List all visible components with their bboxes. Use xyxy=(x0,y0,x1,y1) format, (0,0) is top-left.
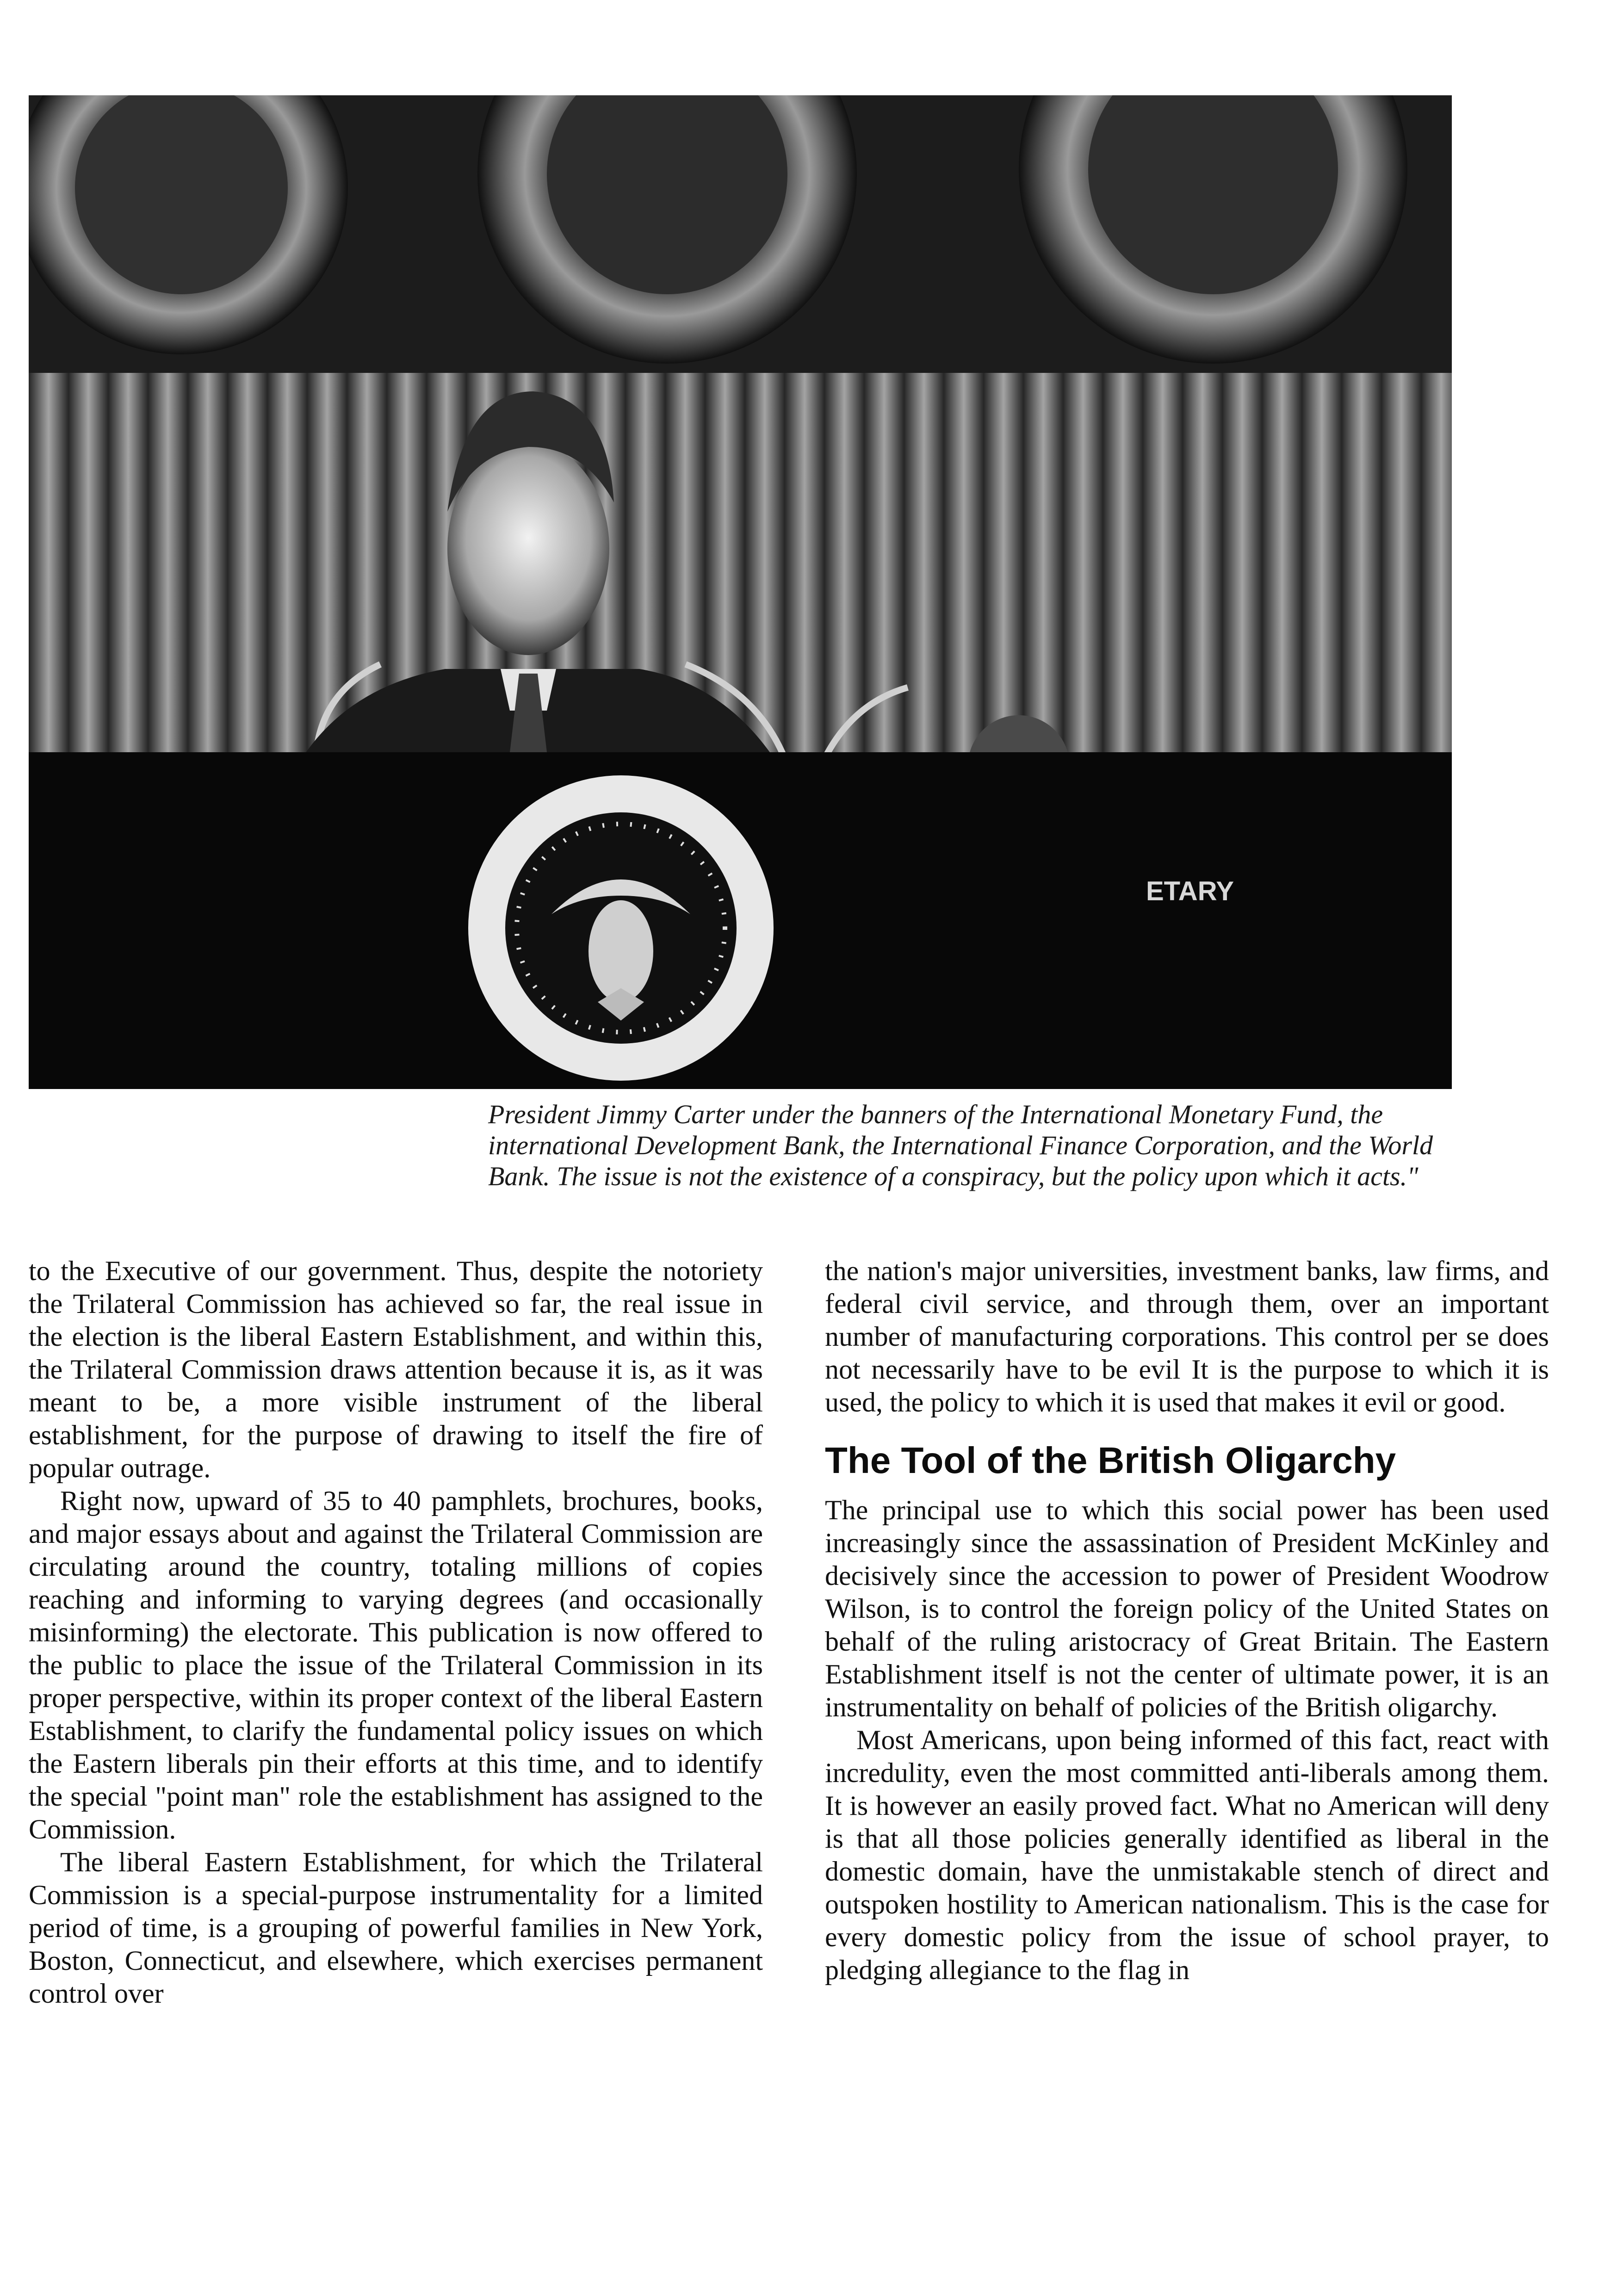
left-paragraph-3: The liberal Eastern Establishment, for which the Trilateral Commission is a special-purpose instrumentality for a limited period of time, is a grouping of powerful families in New York, Boston, Connecticut, and elsewhere, which exercises permanent control over xyxy=(29,1847,763,2009)
right-column xyxy=(825,1255,1549,1987)
carter-photo xyxy=(29,95,1452,1089)
left-column xyxy=(29,1255,763,2010)
presidential-seal xyxy=(468,775,774,1081)
right-paragraph-3: Most Americans, upon being informed of this fact, react with incredulity, even the most committed anti-liberals among them. It is however an easily proved fact. What no American will deny is that all those policies generally identified as liberal in the domestic domain, have the unmistakable stench of direct and outspoken hostility to American nationalism. This is the case for every domestic policy from the issue of school prayer, to pledging allegiance to the flag in xyxy=(825,1725,1549,1985)
podium-sign-text: ETARY xyxy=(1146,876,1234,906)
section-heading: The Tool of the British Oligarchy xyxy=(825,1440,1396,1481)
caption-text: President Jimmy Carter under the banners of the International Monetary Fund, the international Development Bank, the International Finance Corporation, and the World Bank. The issue is not the existence of a conspiracy, but the policy upon which it acts." xyxy=(488,1099,1433,1191)
left-paragraph-2: Right now, upward of 35 to 40 pamphlets, brochures, books, and major essays about and against the Trilateral Commission are circulating around the country, totaling millions of copies reaching and informing to varying degrees (and occasionally misinforming) the electorate. This publication is now offered to the public to place the issue of the Trilateral Commission in its proper perspective, within its proper context of the liberal Eastern Establishment, to clarify the fundamental policy issues on which the Eastern liberals pin their efforts at this time, and to identify the special "point man" role the establishment has assigned to the Commission. xyxy=(29,1485,763,1844)
right-paragraph-1: the nation's major universities, investment banks, law firms, and federal civil service, and through them, over an important number of manufacturing corporations. This control per se does not necessarily have to be evil It is the purpose to which it is used, the policy to which it is used that makes it evil or good. xyxy=(825,1256,1549,1417)
left-paragraph-1: to the Executive of our government. Thus, despite the notoriety the Trilateral Commission has achieved so far, the real issue in the election is the liberal Eastern Establishment, and within this, the Trilateral Commission draws attention because it is, as it was meant to be, a more visible instrument of the liberal establishment, for the purpose of drawing to itself the fire of popular outrage. xyxy=(29,1256,763,1483)
banner-seals xyxy=(29,95,1407,364)
right-paragraph-2: The principal use to which this social power has been used increasingly since the assassination of President McKinley and decisively since the accession to power of President Woodrow Wilson, is to control the foreign policy of the United States on behalf of the ruling aristocracy of Great Britain. The Eastern Establishment itself is not the center of ultimate power, it is an instrumentality on behalf of policies of the British oligarchy. xyxy=(825,1495,1549,1722)
photo-caption xyxy=(488,1099,1460,1192)
